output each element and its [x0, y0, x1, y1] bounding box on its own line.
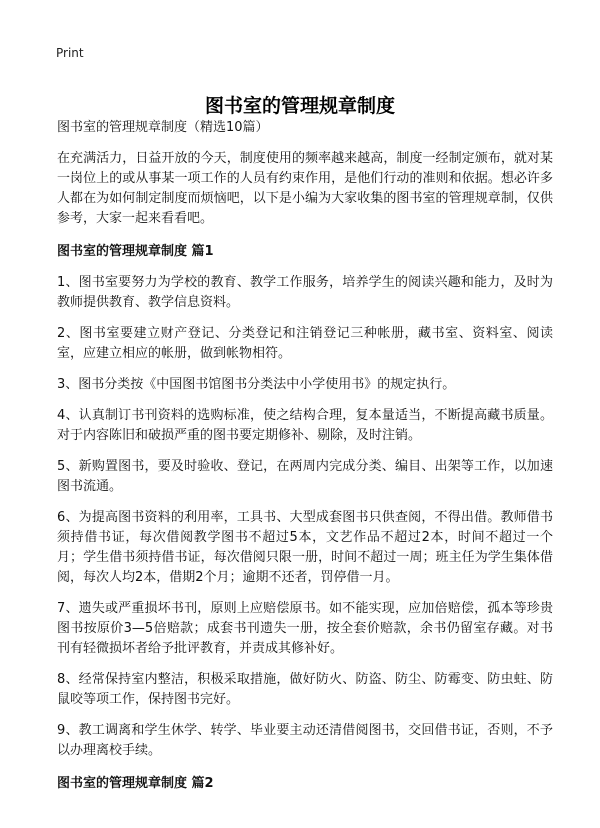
- document-subtitle: 图书室的管理规章制度（精选10篇）: [57, 120, 269, 135]
- rule-item-5: 5、新购置图书，要及时验收、登记，在两周内完成分类、编目、出架等工作，以加速图书流通。: [57, 459, 553, 494]
- document-title: 图书室的管理规章制度: [204, 94, 395, 117]
- intro-paragraph: 在充满活力，日益开放的今天，制度使用的频率越来越高，制度一经制定颁布，就对某一岗位上的或从事某一项工作的人员有约束作用，是他们行动的准则和依据。想必许多人都在为如何制定制度而烦恼吧，以下是小编为大家收集的图书室的管理规章制，仅供参考，大家一起来看看吧。: [57, 151, 553, 226]
- document-body: [57, 118, 553, 805]
- section-heading-2: 图书室的管理规章制度 篇2: [57, 776, 214, 791]
- rule-item-2: 2、图书室要建立财产登记、分类登记和注销登记三种帐册，藏书室、资料室、阅读室，应建立相应的帐册，做到帐物相符。: [57, 326, 553, 361]
- rule-item-9: 9、教工调离和学生休学、转学、毕业要主动还清借阅图书，交回借书证，否则，不予以办理离校手续。: [57, 723, 553, 758]
- rule-item-3: 3、图书分类按《中国图书馆图书分类法中小学使用书》的规定执行。: [57, 377, 456, 392]
- rule-item-6: 6、为提高图书资料的利用率，工具书、大型成套图书只供查阅，不得出借。教师借书须持借书证，每次借阅教学图书不超过5本，文艺作品不超过2本，时间不超过一个月；学生借书须持借书证，每次借阅只限一册，时间不超过一周；班主任为学生集体借阅，每次人均2本，借期2个月；逾期不还者，罚停借一月。: [57, 510, 553, 585]
- rule-item-1: 1、图书室要努力为学校的教育、教学工作服务，培养学生的阅读兴趣和能力，及时为教师提供教育、教学信息资料。: [57, 275, 553, 310]
- rule-item-7: 7、遗失或严重损坏书刊，原则上应赔偿原书。如不能实现，应加倍赔偿，孤本等珍贵图书按原价3—5倍赔款；成套书刊遗失一册，按全套价赔款，余书仍留室存藏。对书刊有轻微损坏者给予批评教育，并责成其修补好。: [57, 601, 553, 656]
- section-heading-1: 图书室的管理规章制度 篇1: [57, 244, 214, 259]
- rule-item-8: 8、经常保持室内整洁，积极采取措施，做好防火、防盗、防尘、防霉变、防虫蛀、防鼠咬等项工作，保持图书完好。: [57, 672, 553, 707]
- rule-item-4: 4、认真制订书刊资料的选购标准，使之结构合理，复本量适当，不断提高藏书质量。对于内容陈旧和破损严重的图书要定期修补、剔除，及时注销。: [57, 408, 553, 443]
- print-label: Print: [56, 46, 84, 60]
